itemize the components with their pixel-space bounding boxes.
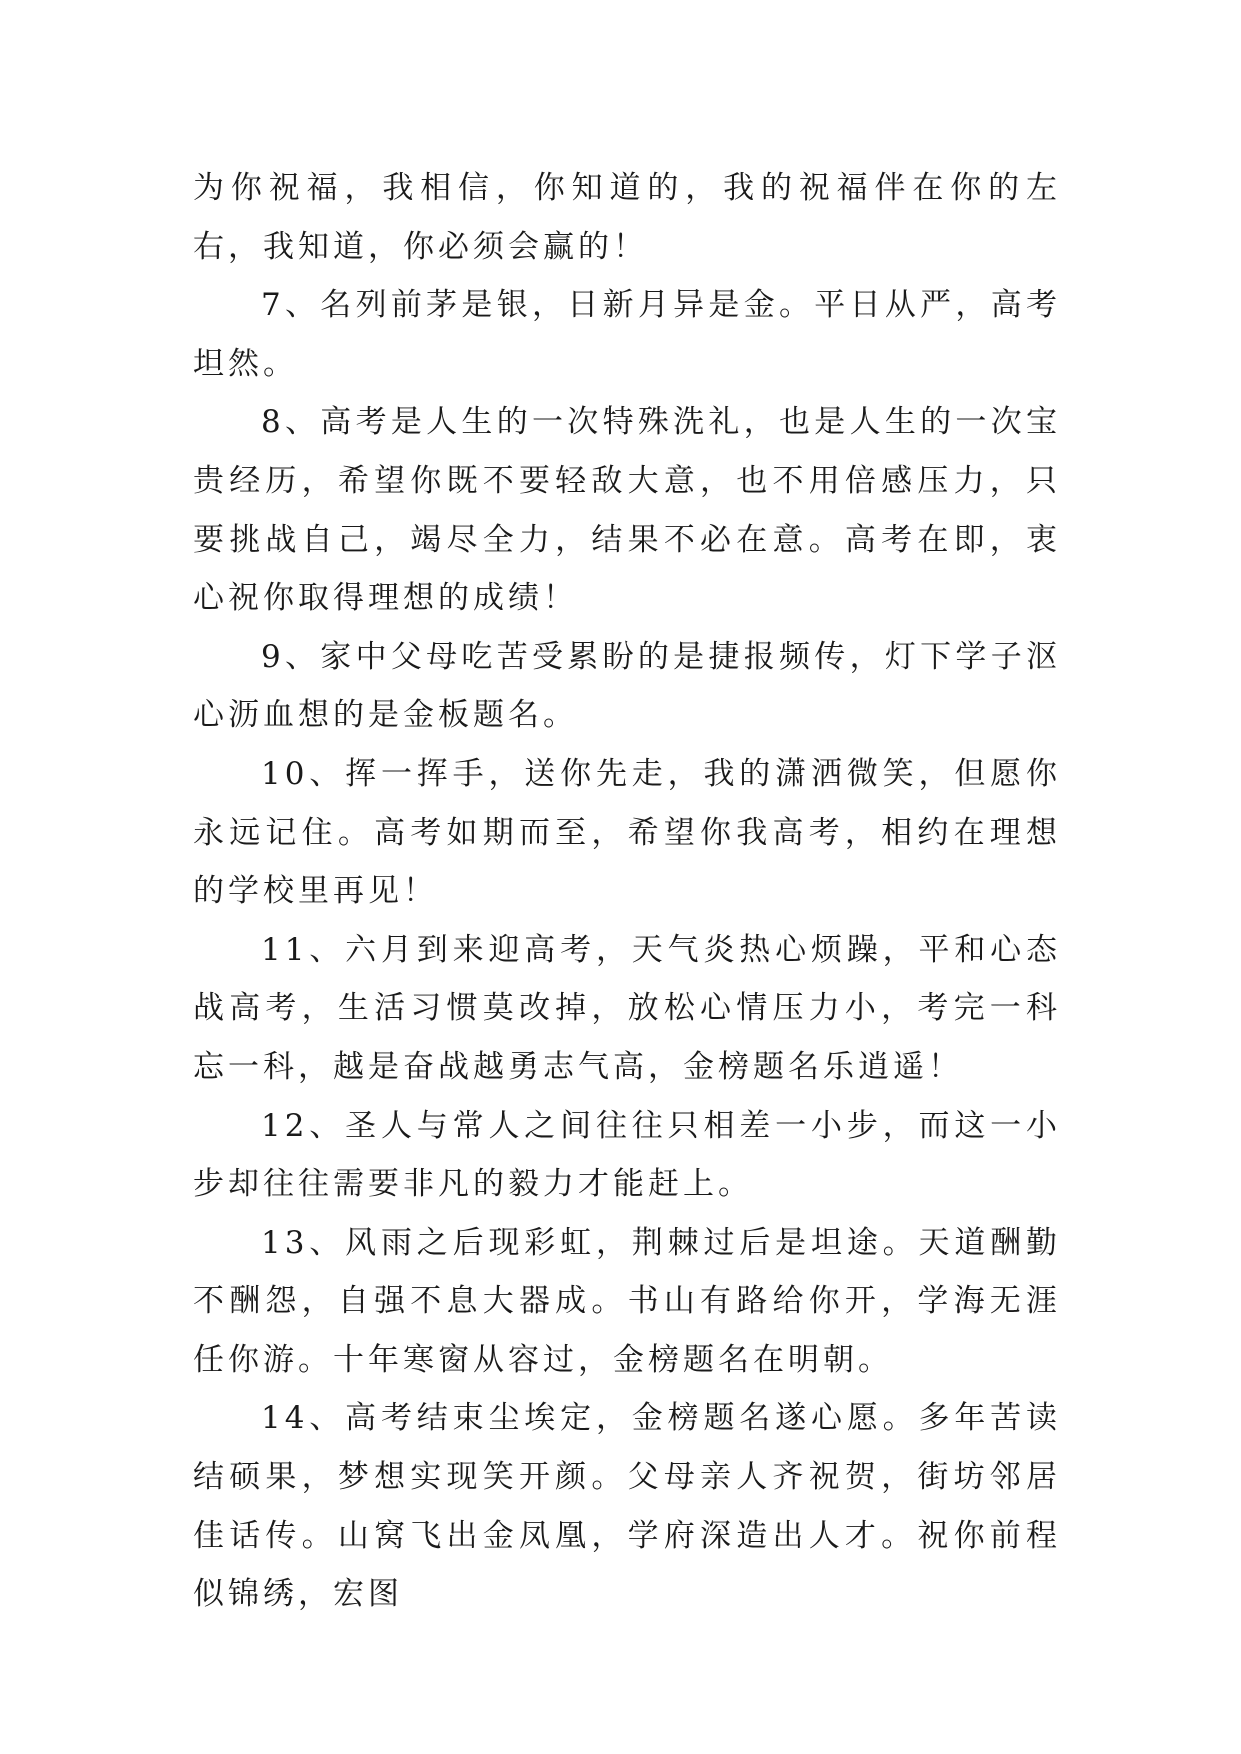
document-body — [193, 159, 1061, 1624]
paragraph-13: 13、风雨之后现彩虹，荆棘过后是坦途。天道酬勤不酬怨，自强不息大器成。书山有路给你开，学海无涯任你游。十年寒窗从容过，金榜题名在明朝。 — [193, 1224, 1061, 1378]
paragraph-9: 9、家中父母吃苦受累盼的是捷报频传，灯下学子沤心沥血想的是金板题名。 — [193, 638, 1061, 734]
paragraph-10: 10、挥一挥手，送你先走，我的潇洒微笑，但愿你永远记住。高考如期而至，希望你我高考，相约在理想的学校里再见！ — [193, 755, 1061, 910]
paragraph-12: 12、圣人与常人之间往往只相差一小步，而这一小步却往往需要非凡的毅力才能赶上。 — [193, 1107, 1061, 1203]
paragraph-14: 14、高考结束尘埃定，金榜题名遂心愿。多年苦读结硕果，梦想实现笑开颜。父母亲人齐祝贺，街坊邻居佳话传。山窝飞出金凤凰，学府深造出人才。祝你前程似锦绣，宏图 — [193, 1400, 1061, 1613]
paragraph-8: 8、高考是人生的一次特殊洗礼，也是人生的一次宝贵经历，希望你既不要轻敌大意，也不用倍感压力，只要挑战自己，竭尽全力，结果不必在意。高考在即，衷心祝你取得理想的成绩！ — [193, 404, 1061, 617]
paragraph-continuation: 为你祝福，我相信，你知道的，我的祝福伴在你的左右，我知道，你必须会赢的！ — [193, 170, 1061, 265]
paragraph-11: 11、六月到来迎高考，天气炎热心烦躁，平和心态战高考，生活习惯莫改掉，放松心情压力小，考完一科忘一科，越是奋战越勇志气高，金榜题名乐逍遥！ — [193, 931, 1061, 1085]
paragraph-7: 7、名列前茅是银，日新月异是金。平日从严，高考坦然。 — [193, 287, 1061, 382]
